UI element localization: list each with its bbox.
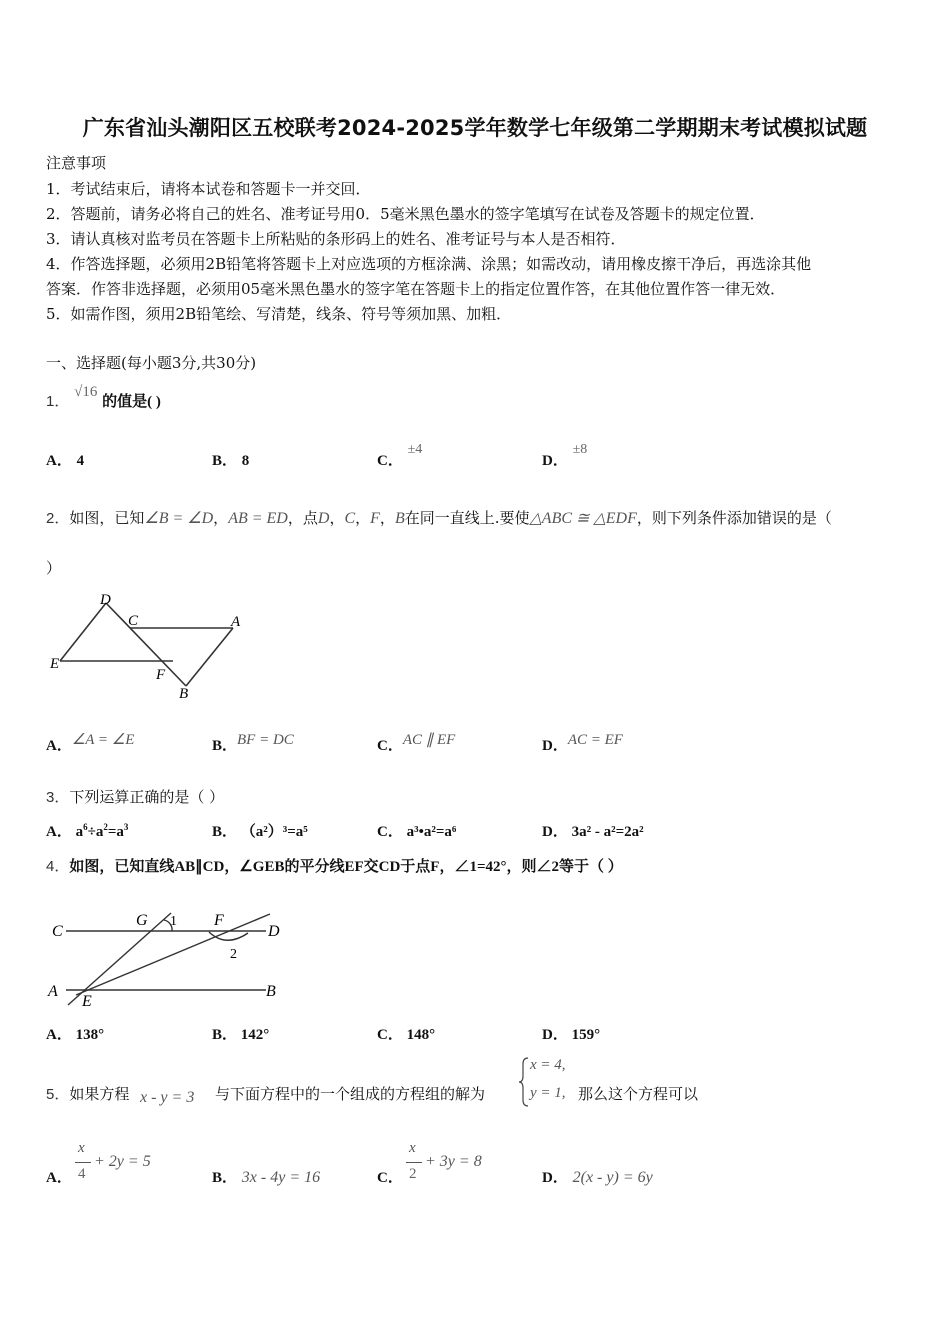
fraction-denominator: 2 — [409, 1166, 417, 1182]
option-c-rest: + 3y = 8 — [425, 1153, 482, 1170]
option-b: B． 142° — [212, 1027, 270, 1043]
option-c: C． 148° — [377, 1027, 436, 1043]
equation: x - y = 3 — [140, 1089, 195, 1106]
label-a: A — [231, 614, 241, 630]
label-b: B — [266, 983, 276, 1000]
option-b: B． （a²）³=a⁵ — [212, 824, 308, 840]
question-number: 4． — [46, 858, 70, 875]
question-text: 的值是( ) — [102, 394, 161, 410]
label-g: G — [136, 912, 148, 929]
label-e: E — [82, 993, 92, 1010]
option-a: A． 4 — [46, 453, 85, 469]
notice-item: 2．答题前，请务必将自己的姓名、准考证号用0．5毫米黑色墨水的签字笔填写在试卷及答题卡的规定位置． — [46, 205, 765, 223]
question-number: 2． — [46, 510, 70, 527]
question-1 — [46, 384, 161, 411]
label-angle-1: 1 — [170, 914, 177, 929]
fraction-bar — [406, 1162, 422, 1163]
option-a: A． $a^6\div a^2=a^3$ — [46, 822, 129, 840]
system-eq-1: x = 4, — [530, 1057, 566, 1073]
option-d: D．AC = EF — [542, 732, 623, 754]
label-b: B — [179, 686, 189, 702]
label-c: C — [128, 613, 139, 629]
option-a: A． 138° — [46, 1027, 105, 1043]
question-2: 2．如图，已知∠B = ∠D，AB = ED，点D，C，F，B在同一直线上.要使△ABC ≅ △EDF，则下列条件添加错误的是（ — [46, 509, 832, 527]
question-5: 5．如果方程 — [46, 1085, 130, 1103]
option-d: D． 159° — [542, 1027, 601, 1043]
notice-item: 5．如需作图，须用2B铅笔绘、写清楚，线条、符号等须加黑、加粗． — [46, 305, 512, 323]
label-f: F — [156, 667, 166, 683]
fraction-numerator: x — [409, 1140, 416, 1156]
option-d: D． 2(x - y) = 6y — [542, 1169, 653, 1186]
label-f: F — [214, 912, 224, 929]
notice-item: 答案．作答非选择题，必须用05毫米黑色墨水的签字笔在答题卡上的指定位置作答，在其他位置作答一律无效． — [46, 280, 786, 298]
fraction-denominator: 4 — [78, 1166, 86, 1182]
option-a-label: A． — [46, 1170, 72, 1186]
label-angle-2: 2 — [230, 947, 237, 962]
question-text: 如图，已知直线AB∥CD，∠GEB的平分线EF交CD于点F，∠1=42°，则∠2等于（ ） — [69, 859, 623, 875]
label-c: C — [52, 923, 63, 940]
figure-q2 — [46, 588, 256, 703]
label-d: D — [268, 923, 280, 940]
option-c-label: C． — [377, 1170, 403, 1186]
notice-item: 4．作答选择题，必须用2B铅笔将答题卡上对应选项的方框涂满、涂黑；如需改动，请用橡皮擦干净后，再选涂其他 — [46, 255, 812, 273]
option-b: B． 3x - 4y = 16 — [212, 1169, 321, 1186]
notice-item: 3．请认真核对监考员在答题卡上所粘贴的条形码上的姓名、准考证号与本人是否相符． — [46, 230, 626, 248]
option-d: D． ±8 — [542, 442, 588, 469]
question-text: 那么这个方程可以 — [578, 1085, 699, 1103]
option-d: D． 3a² - a²=2a² — [542, 824, 644, 840]
option-c: C． a³•a²=a⁶ — [377, 824, 457, 840]
fraction-numerator: x — [78, 1140, 85, 1156]
page-title: 广东省汕头潮阳区五校联考2024-2025学年数学七年级第二学期期末考试模拟试题 — [82, 116, 868, 140]
option-c: C． ±4 — [377, 442, 423, 469]
figure-q4 — [46, 900, 296, 1012]
notice-heading: 注意事项 — [46, 154, 107, 172]
question-4 — [46, 855, 623, 876]
question-text: 下列运算正确的是（ ） — [69, 788, 225, 806]
option-c: C．AC ∥ EF — [377, 732, 456, 754]
option-b: B．BF = DC — [212, 732, 294, 754]
question-2-close: ） — [46, 559, 62, 577]
label-d: D — [100, 592, 111, 608]
notice-item: 1．考试结束后，请将本试卷和答题卡一并交回． — [46, 180, 371, 198]
option-a-rest: + 2y = 5 — [94, 1153, 151, 1170]
option-a: A．∠A = ∠E — [46, 732, 135, 754]
sqrt-expression: √16 — [74, 384, 98, 400]
fraction-bar — [75, 1162, 91, 1163]
brace-icon — [518, 1056, 530, 1108]
label-a: A — [48, 983, 58, 1000]
section-heading: 一、选择题(每小题3分,共30分) — [46, 354, 257, 372]
question-text: 与下面方程中的一个组成的方程组的解为 — [215, 1085, 486, 1103]
question-number: 1． — [46, 393, 70, 410]
label-e: E — [50, 656, 60, 672]
system-eq-2: y = 1, — [530, 1085, 566, 1101]
option-b: B． 8 — [212, 453, 250, 469]
question-number: 5． — [46, 1086, 70, 1103]
question-number: 3． — [46, 789, 70, 806]
question-3 — [46, 786, 224, 807]
